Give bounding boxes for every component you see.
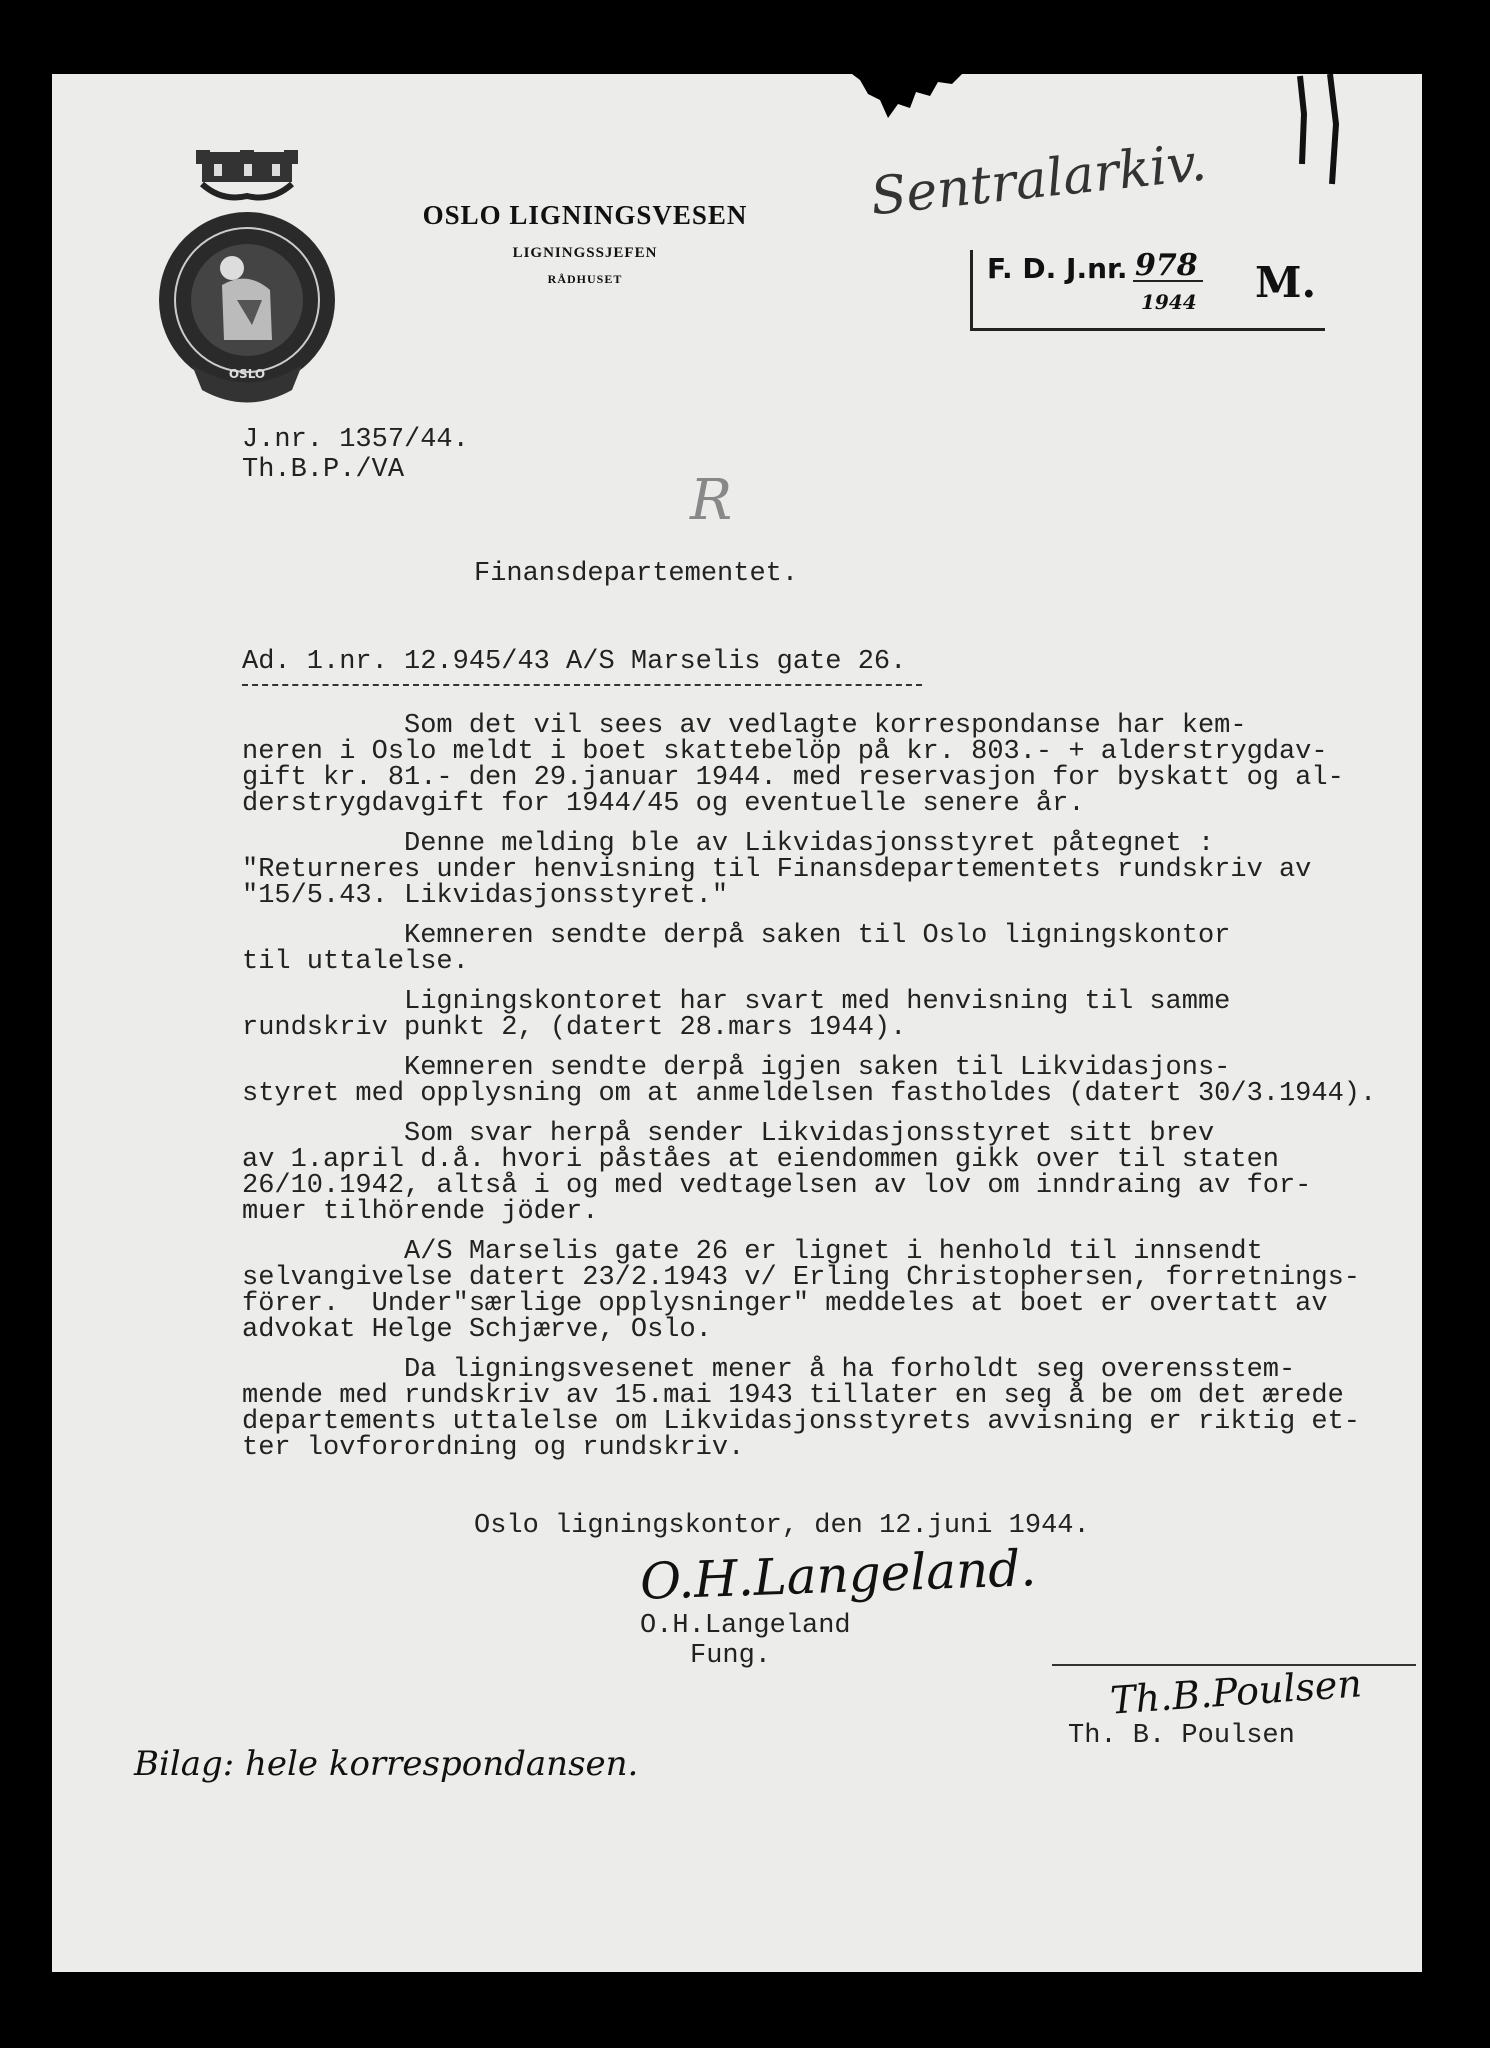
body-line: 26/10.1942, altså i og med vedtagelsen av lov om inndraing av for- xyxy=(242,1171,1312,1201)
body-line: advokat Helge Schjærve, Oslo. xyxy=(242,1315,712,1345)
journal-number: J.nr. 1357/44. xyxy=(242,425,469,455)
body-line: "15/5.43. Likvidasjonsstyret." xyxy=(242,881,729,911)
signature-poulsen: Th.B.Poulsen xyxy=(1108,1661,1364,1723)
stamp-label: F. D. J.nr. xyxy=(987,252,1128,285)
body-line: "Returneres under henvisning til Finansdepartementets rundskriv av xyxy=(242,855,1312,885)
place-and-date: Oslo ligningskontor, den 12.juni 1944. xyxy=(474,1511,1090,1541)
body-line: ter lovforordning og rundskriv. xyxy=(242,1433,745,1463)
margin-initial: R xyxy=(690,468,733,533)
body-line: selvangivelse datert 23/2.1943 v/ Erling Christophersen, forretnings- xyxy=(242,1263,1360,1293)
oslo-seal-logo xyxy=(152,150,342,420)
subject-underline xyxy=(242,684,922,686)
stamp-underline xyxy=(1133,280,1203,282)
recipient: Finansdepartementet. xyxy=(474,559,799,589)
letterhead xyxy=(370,200,800,287)
reference-initials: Th.B.P./VA xyxy=(242,455,405,485)
stamp-mark: M. xyxy=(1255,258,1317,307)
signature-langeland: O.H.Langeland. xyxy=(639,1539,1038,1611)
body-line: muer tilhörende jöder. xyxy=(242,1197,599,1227)
body-line: Ligningskontoret har svart med henvisning til samme xyxy=(242,987,1231,1017)
signer-title: Fung. xyxy=(690,1641,772,1671)
body-line: derstrygdavgift for 1944/45 og eventuelle senere år. xyxy=(242,789,1085,819)
handwritten-archive-note: Sentralarkiv. xyxy=(867,132,1210,228)
body-line: styret med opplysning om at anmeldelsen fastholdes (datert 30/3.1944). xyxy=(242,1079,1377,1109)
department-name: LIGNINGSSJEFEN xyxy=(512,245,658,261)
torn-edge xyxy=(852,74,962,124)
body-line: rundskriv punkt 2, (datert 28.mars 1944). xyxy=(242,1013,907,1043)
signer-name: O.H.Langeland xyxy=(640,1611,851,1641)
org-name: OSLO LIGNINGSVESEN xyxy=(422,200,748,230)
attachment-note: Bilag: hele korrespondansen. xyxy=(134,1744,639,1784)
binding-marks xyxy=(1292,74,1352,194)
body-line: mende med rundskriv av 15.mai 1943 tillater en seg å be om det ærede xyxy=(242,1381,1344,1411)
second-signer-name: Th. B. Poulsen xyxy=(1068,1721,1295,1751)
body-line: departements uttalelse om Likvidasjonsstyrets avvisning er riktig et- xyxy=(242,1407,1360,1437)
stamp-number: 978 xyxy=(1135,248,1198,283)
signature-line xyxy=(1052,1664,1416,1666)
journal-stamp xyxy=(970,250,1325,331)
body-line: neren i Oslo meldt i boet skattebelöp på kr. 803.- + alderstrygdav- xyxy=(242,737,1328,767)
body-line: förer. Under"særlige opplysninger" meddeles at boet er overtatt av xyxy=(242,1289,1328,1319)
body-line: til uttalelse. xyxy=(242,947,469,977)
body-line: Denne melding ble av Likvidasjonsstyret påtegnet : xyxy=(242,829,1215,859)
body-line: A/S Marselis gate 26 er lignet i henhold til innsendt xyxy=(242,1237,1263,1267)
body-line: Som det vil sees av vedlagte korrespondanse har kem- xyxy=(242,711,1247,741)
body-line: Som svar herpå sender Likvidasjonsstyret sitt brev xyxy=(242,1119,1215,1149)
svg-text:OSLO: OSLO xyxy=(228,367,266,381)
stamp-year: 1944 xyxy=(1141,290,1197,314)
body-line: gift kr. 81.- den 29.januar 1944. med reservasjon for byskatt og al- xyxy=(242,763,1344,793)
body-line: Kemneren sendte derpå saken til Oslo ligningskontor xyxy=(242,921,1231,951)
body-line: av 1.april d.å. hvori påståes at eiendommen gikk over til staten xyxy=(242,1145,1279,1175)
body-line: Da ligningsvesenet mener å ha forholdt seg overensstem- xyxy=(242,1355,1296,1385)
body-line: Kemneren sendte derpå igjen saken til Likvidasjons- xyxy=(242,1053,1231,1083)
subject-line: Ad. 1.nr. 12.945/43 A/S Marselis gate 26. xyxy=(242,647,907,677)
building-name: RÅDHUSET xyxy=(547,272,623,286)
